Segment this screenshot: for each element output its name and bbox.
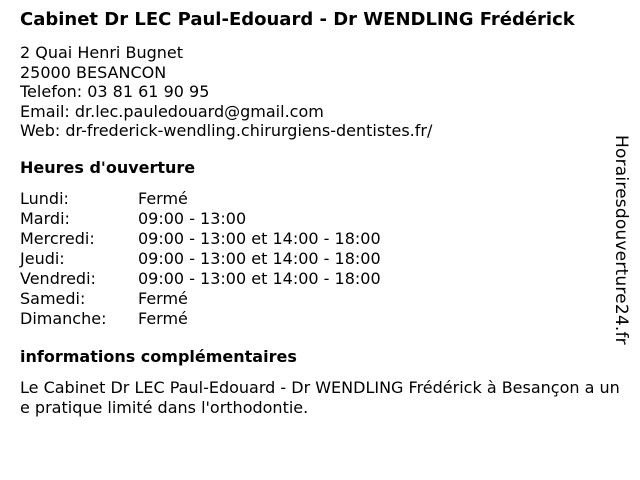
hours-day: Dimanche: xyxy=(20,308,107,328)
phone-line[interactable]: Telefon: 03 81 61 90 95 xyxy=(20,82,210,101)
address-street: 2 Quai Henri Bugnet xyxy=(20,43,183,62)
hours-time: 09:00 - 13:00 et 14:00 - 18:00 xyxy=(138,228,381,248)
hours-day: Vendredi: xyxy=(20,268,96,288)
hours-row-thursday xyxy=(20,249,626,269)
hours-time: 09:00 - 13:00 et 14:00 - 18:00 xyxy=(138,248,381,268)
email-line[interactable]: Email: dr.lec.pauledouard@gmail.com xyxy=(20,101,324,121)
hours-time: Fermé xyxy=(138,188,188,208)
business-card xyxy=(20,9,626,418)
hours-time: 09:00 - 13:00 et 14:00 - 18:00 xyxy=(138,268,381,288)
business-title: Cabinet Dr LEC Paul-Edouard - Dr WENDLING Frédérick xyxy=(20,9,575,30)
hours-row-wednesday xyxy=(20,229,626,249)
hours-table xyxy=(20,189,626,329)
hours-day: Samedi: xyxy=(20,288,86,308)
hours-heading: Heures d'ouverture xyxy=(20,157,196,177)
hours-time: Fermé xyxy=(138,308,188,328)
hours-row-friday xyxy=(20,269,626,289)
hours-day: Jeudi: xyxy=(20,248,65,268)
web-line[interactable]: Web: dr-frederick-wendling.chirurgiens-dentistes.fr/ xyxy=(20,121,433,140)
hours-row-sunday xyxy=(20,309,626,329)
hours-time: Fermé xyxy=(138,288,188,308)
hours-day: Mercredi: xyxy=(20,228,95,248)
site-watermark: Horairesdouverture24.fr xyxy=(611,135,631,345)
info-heading: informations complémentaires xyxy=(20,346,297,366)
address-city: 25000 BESANCON xyxy=(20,62,167,82)
hours-row-monday xyxy=(20,189,626,209)
info-text: Le Cabinet Dr LEC Paul-Edouard - Dr WENDLING Frédérick à Besançon a une pratique limité dans l'orthodontie. xyxy=(20,377,620,417)
hours-day: Mardi: xyxy=(20,208,70,228)
hours-row-saturday xyxy=(20,289,626,309)
hours-row-tuesday xyxy=(20,209,626,229)
hours-time: 09:00 - 13:00 xyxy=(138,208,247,228)
hours-day: Lundi: xyxy=(20,188,69,208)
contact-block xyxy=(20,43,626,141)
